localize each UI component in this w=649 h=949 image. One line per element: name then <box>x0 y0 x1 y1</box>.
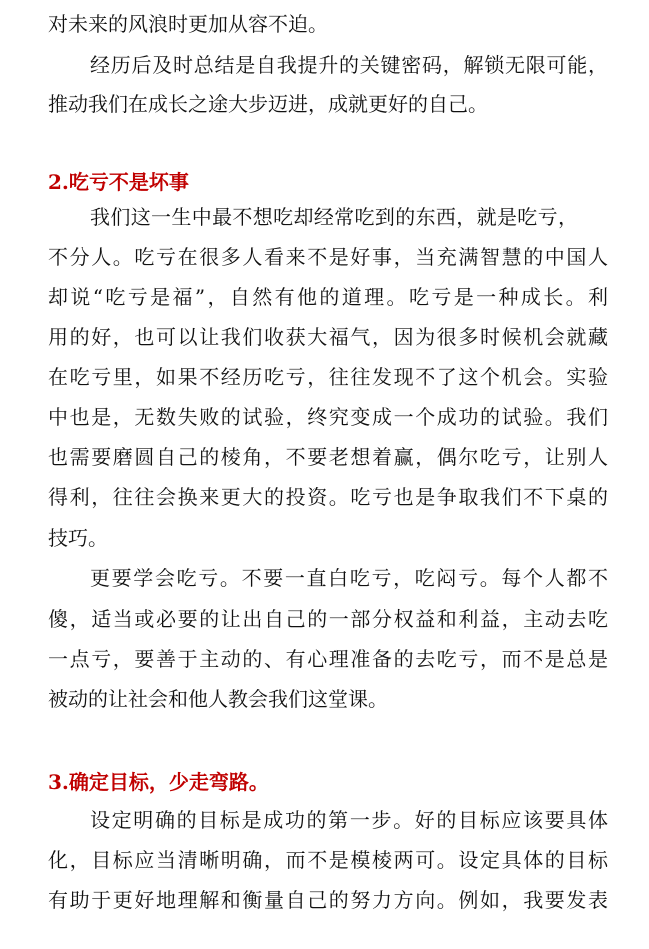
line-text: 中也是，无数失败的试验，终究变成一个成功的试验。我们 <box>48 405 608 429</box>
section-heading: 2.吃亏不是坏事 <box>48 170 189 194</box>
line-text: 傻，适当或必要的让出自己的一部分权益和利益，主动去吃 <box>48 607 608 631</box>
text-line <box>48 637 608 681</box>
text-line <box>48 475 608 519</box>
text-line <box>48 235 608 279</box>
text-line <box>90 195 578 239</box>
line-text: 有助于更好地理解和衡量自己的努力方向。例如，我要发表 <box>48 888 608 912</box>
line-text: 化，目标应当清晰明确，而不是模棱两可。设定具体的目标 <box>48 848 608 872</box>
text-line <box>48 2 608 46</box>
line-text: 不分人。吃亏在很多人看来不是好事，当充满智慧的中国人 <box>48 245 608 269</box>
line-text: 用的好，也可以让我们收获大福气，因为很多时候机会就藏 <box>48 325 608 349</box>
line-text: 经历后及时总结是自我提升的关键密码，解锁无限可能， <box>90 53 608 77</box>
text-line <box>48 275 608 319</box>
section-heading: 3.确定目标，少走弯路。 <box>48 770 269 794</box>
line-text: 得利，往往会换来更大的投资。吃亏也是争取我们不下桌的 <box>48 485 608 509</box>
text-line <box>48 395 608 439</box>
text-line <box>90 556 608 600</box>
line-text: 也需要磨圆自己的棱角，不要老想着赢，偶尔吃亏，让别人 <box>48 445 608 469</box>
text-line <box>90 43 608 87</box>
text-line <box>48 597 608 641</box>
line-text: 却说“吃亏是福”，自然有他的道理。吃亏是一种成长。利 <box>48 285 608 309</box>
text-line <box>48 677 608 721</box>
text-line <box>48 878 608 922</box>
text-line <box>48 82 608 126</box>
text-line <box>48 838 608 882</box>
line-text: 在吃亏里，如果不经历吃亏，往往发现不了这个机会。实验 <box>48 365 608 389</box>
line-text: 一点亏，要善于主动的、有心理准备的去吃亏，而不是总是 <box>48 647 608 671</box>
text-line <box>48 435 608 479</box>
line-text: 推动我们在成长之途大步迈进，成就更好的自己。 <box>48 92 488 116</box>
text-line <box>48 355 608 399</box>
line-text: 设定明确的目标是成功的第一步。好的目标应该要具体 <box>90 808 608 832</box>
text-line <box>48 315 608 359</box>
line-text: 被动的让社会和他人教会我们这堂课。 <box>48 687 388 711</box>
line-text: 对未来的风浪时更加从容不迫。 <box>48 12 328 36</box>
line-text: 我们这一生中最不想吃却经常吃到的东西，就是吃亏， <box>90 205 578 229</box>
text-line <box>90 798 608 842</box>
line-text: 更要学会吃亏。不要一直白吃亏，吃闷亏。每个人都不 <box>90 566 608 590</box>
text-line <box>48 516 608 560</box>
line-text: 技巧。 <box>48 526 108 550</box>
